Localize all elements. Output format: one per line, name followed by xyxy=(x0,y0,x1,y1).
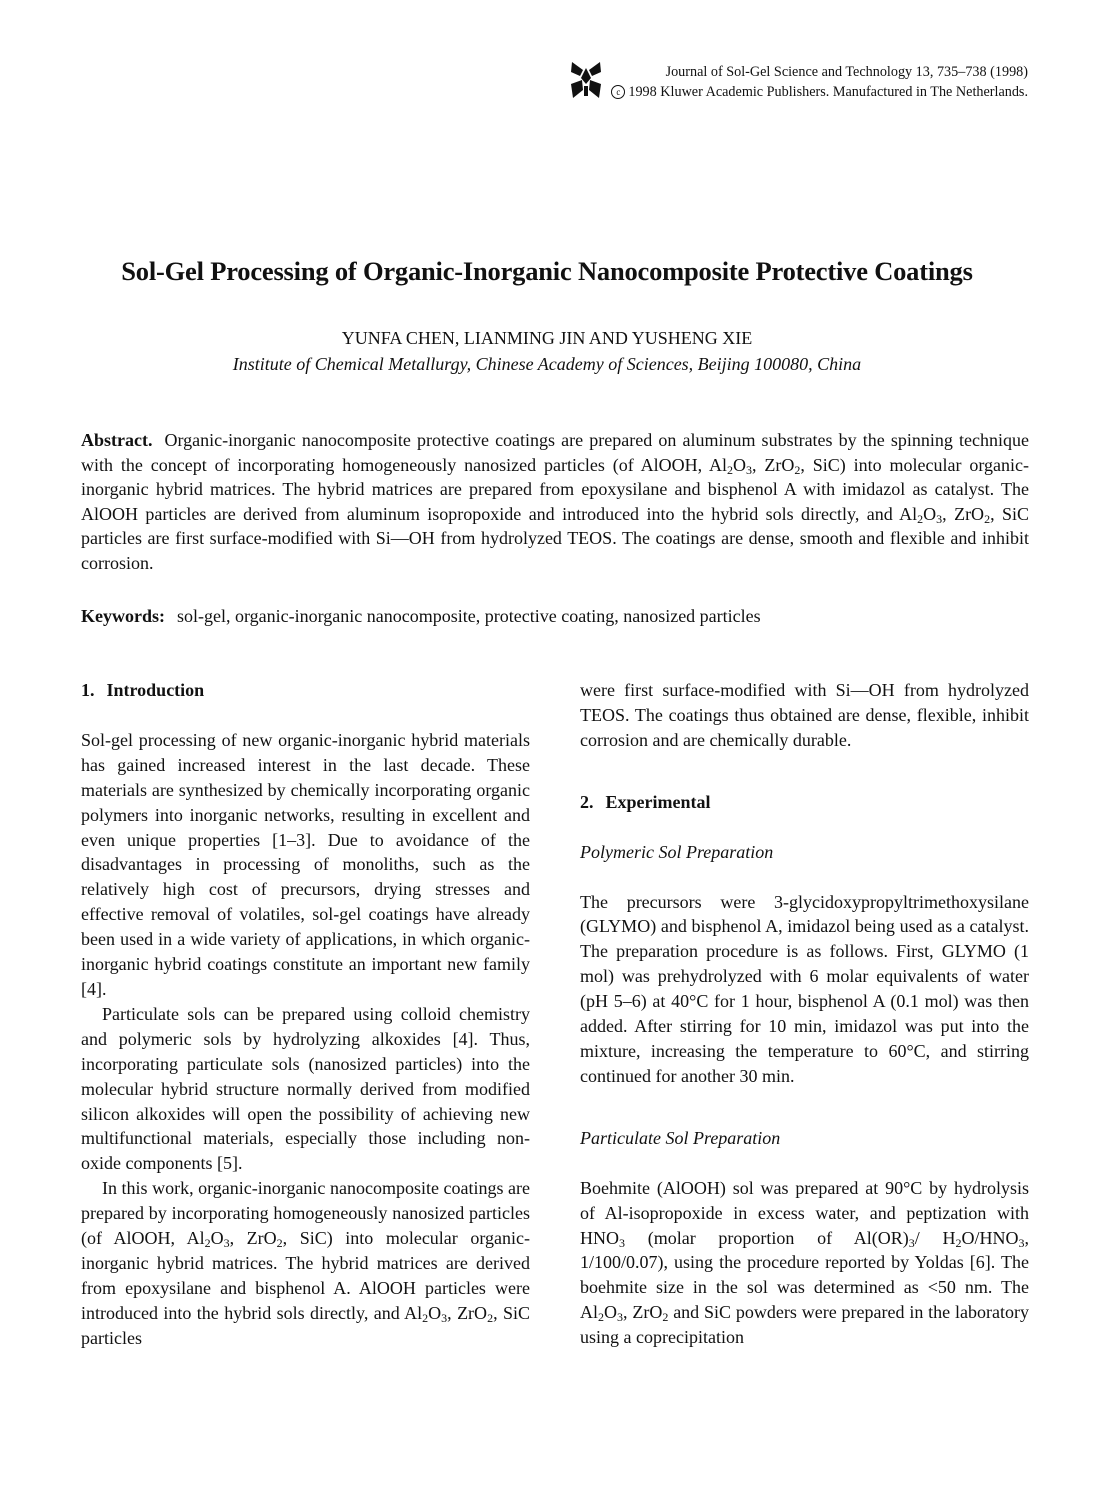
right-column xyxy=(580,678,1029,1350)
journal-header xyxy=(569,62,1028,102)
subsection-polymeric-sol: Polymeric Sol Preparation xyxy=(580,841,774,862)
keywords xyxy=(81,604,1029,628)
keywords-label: Keywords: xyxy=(81,606,165,626)
intro-paragraph-3: In this work, organic-inorganic nanocomposite coatings are prepared by incorporating homogeneously nanosized particles (of AlOOH, $Al_2O_3$, ZrO$_2$, SiC) into molecular organic-inorganic hybrid matrices. The hybrid matrices are derived from epoxysilane and bisphenol A. AlOOH particles were introduced into the hybrid sols directly, and $Al_2O_3$, ZrO$_2$, SiC particles xyxy=(81,1178,530,1348)
paper-affiliation: Institute of Chemical Metallurgy, Chinese Academy of Sciences, Beijing 100080, China xyxy=(232,354,862,374)
polymeric-sol-paragraph: The precursors were 3-glycidoxypropyltrimethoxysilane (GLYMO) and bisphenol A, imidazol being used as a catalyst. The preparation procedure is as follows. First, GLYMO (1 mol) was prehydrolyzed with 6 molar equivalents of water (pH 5–6) at 40°C for 1 hour, bisphenol A (0.1 mol) was then added. After stirring for 10 min, imidazol was put into the mixture, increasing the temperature to 60°C, and stirring continued for another 30 min. xyxy=(580,891,1029,1086)
particulate-sol-paragraph: Boehmite (AlOOH) sol was prepared at 90°C by hydrolysis of Al-isopropoxide in excess water, and peptization with $HNO_3$ (molar proportion of $Al(OR)_3/$ $H_2O/HNO_3$, 1/100/0.07), using the procedure reported by Yoldas [6]. The boehmite size in the sol was determined as <50 nm. The $Al_2O_3$, ZrO$_2$ and SiC powders were prepared in the laboratory using a coprecipitation xyxy=(580,1177,1030,1348)
intro-paragraph-2: Particulate sols can be prepared using colloid chemistry and polymeric sols by hydrolyzing alkoxides [4]. Thus, incorporating particulate sols (nanosized particles) into the molecular hybrid structure normally derived from modified silicon alkoxides will open the possibility of achieving new multifunctional materials, especially those including non-oxide components [5]. xyxy=(81,1003,530,1174)
paper-authors: YUNFA CHEN, LIANMING JIN AND YUSHENG XIE xyxy=(341,328,753,348)
intro-paragraph-1: Sol-gel processing of new organic-inorganic hybrid materials has gained increased interest in the last decade. These materials are synthesized by chemically incorporating organic polymers into inorganic networks, resulting in excellent and even unique properties [1–3]. Due to avoidance of the disadvantages in processing of monoliths, such as the relatively high cost of precursors, drying stresses and effective removal of volatiles, sol-gel coatings have already been used in a wide variety of applications, in which organic-inorganic hybrid coatings constitute an important new family [4]. xyxy=(81,729,530,999)
keywords-text: sol-gel, organic-inorganic nanocomposite, protective coating, nanosized particles xyxy=(177,606,761,626)
paper-title: Sol-Gel Processing of Organic-Inorganic Nanocomposite Protective Coatings xyxy=(121,256,973,286)
subsection-particulate-sol: Particulate Sol Preparation xyxy=(580,1127,781,1148)
abstract-label: Abstract. xyxy=(81,430,153,450)
section-1-heading: 1. Introduction xyxy=(81,680,205,700)
copyright-icon: c xyxy=(611,85,625,99)
publisher-logo xyxy=(569,60,603,100)
left-column xyxy=(81,678,530,1351)
copyright-line: c 1998 Kluwer Academic Publishers. Manufactured in The Netherlands. xyxy=(611,82,1028,102)
section-2-heading: 2. Experimental xyxy=(580,791,711,812)
intro-paragraph-3-continued: were first surface-modified with Si—OH from hydrolyzed TEOS. The coatings thus obtained are dense, flexible, inhibit corrosion and are chemically durable. xyxy=(580,680,1029,750)
journal-citation: Journal of Sol-Gel Science and Technology 13, 735–738 (1998) xyxy=(665,64,1028,80)
abstract: Abstract. Organic-inorganic nanocomposite protective coatings are prepared on aluminum substrates by the spinning technique with the concept of incorporating homogeneously nanosized particles (of AlOOH, $Al_2O_3$, ZrO$_2$, SiC) into molecular organic-inorganic hybrid matrices. The hybrid matrices are prepared from epoxysilane and bisphenol A with imidazol as catalyst. The AlOOH particles are derived from aluminum isopropoxide and introduced into the hybrid sols directly, and $Al_2O_3$, ZrO$_2$, SiC particles are first surface-modified with Si—OH from hydrolyzed TEOS. The coatings are dense, smooth and flexible and inhibit corrosion. xyxy=(81,430,1029,573)
